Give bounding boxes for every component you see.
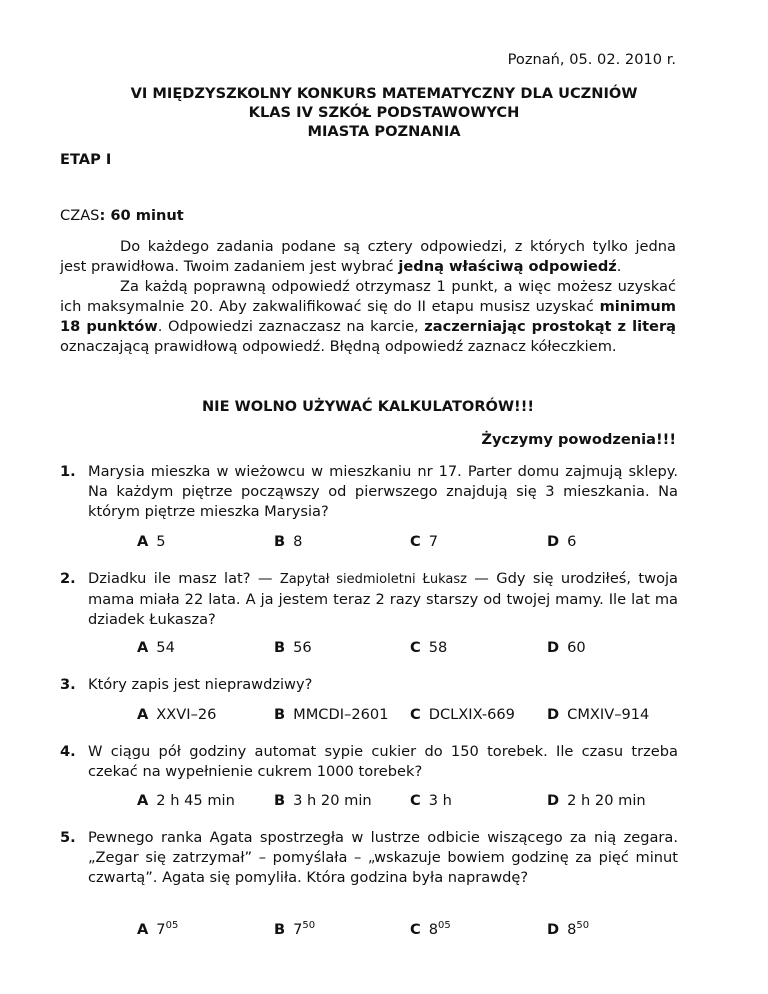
answers-2	[137, 638, 697, 658]
instruction-text: .	[616, 258, 622, 275]
answer-value: XXVI–26	[156, 706, 217, 723]
time-line	[60, 206, 184, 226]
answer-value: 6	[567, 533, 577, 550]
answer-letter: C	[410, 533, 421, 550]
answer-letter: C	[410, 792, 421, 809]
instruction-paragraph-1	[60, 237, 676, 277]
answer-letter: B	[274, 706, 286, 723]
answer-letter: B	[274, 639, 286, 656]
answer-letter: A	[137, 706, 149, 723]
instruction-emphasis: minimum 18 punktów	[60, 298, 676, 335]
answers-1	[137, 532, 697, 552]
answer-value: 7	[428, 533, 439, 550]
answer-option[interactable]	[137, 791, 235, 811]
instruction-text: Za każdą poprawną odpowiedź otrzymasz 1 punkt, a więc możesz uzyskać ich maksymalnie 20. Aby zakwalifikować się do II etapu musisz uzyskać	[60, 278, 676, 315]
answer-letter: A	[137, 792, 149, 809]
no-calculators-warning: NIE WOLNO UŻYWAĆ KALKULATORÓW!!!	[201, 398, 535, 415]
answer-letter: D	[547, 792, 560, 809]
answer-letter: D	[547, 639, 560, 656]
answer-value: 8	[293, 533, 303, 550]
question-text: Który zapis jest nieprawdziwy?	[88, 676, 313, 693]
answer-letter: A	[137, 533, 149, 550]
title-line: MIASTA POZNANIA	[307, 123, 461, 140]
answer-letter: D	[547, 533, 560, 550]
answer-option[interactable]	[547, 705, 649, 725]
answer-option[interactable]	[410, 920, 451, 940]
title-line: VI MIĘDZYSZKOLNY KONKURS MATEMATYCZNY DLA UCZNIÓW	[130, 85, 638, 102]
answer-letter: B	[274, 921, 286, 938]
answer-letter: C	[410, 706, 421, 723]
question-number: 1.	[60, 463, 76, 480]
good-luck-line: Życzymy powodzenia!!!	[481, 431, 676, 448]
answer-minutes: 05	[438, 920, 451, 931]
title-line: KLAS IV SZKÓŁ PODSTAWOWYCH	[248, 104, 520, 121]
answer-value: 2 h 20 min	[567, 792, 646, 809]
question-number: 3.	[60, 676, 76, 693]
answer-hour: 8	[428, 921, 439, 938]
answer-option[interactable]	[274, 791, 372, 811]
answer-minutes: 05	[165, 920, 179, 931]
answer-hour: 7	[156, 921, 166, 938]
question-number: 5.	[60, 829, 76, 846]
answer-option[interactable]	[137, 705, 216, 725]
question-text: Pewnego ranka Agata spostrzegła w lustrze odbicie wiszącego za nią zegara. „Zegar się zatrzymał” – pomyślała – „wskazuje bowiem godzinę za pięć minut czwartą”. Agata się pomyliła. Która godzina była naprawdę?	[88, 829, 678, 886]
answer-option[interactable]	[274, 705, 388, 725]
instructions	[60, 237, 676, 357]
answer-option[interactable]	[410, 638, 447, 658]
answer-value: 60	[567, 639, 586, 656]
answer-option[interactable]	[410, 791, 452, 811]
answer-letter: D	[547, 706, 560, 723]
answer-letter: C	[410, 921, 421, 938]
question-1	[60, 462, 678, 522]
answer-value: 3 h	[428, 792, 452, 809]
answer-option[interactable]	[137, 920, 178, 940]
answer-option[interactable]	[274, 532, 302, 552]
question-text-part: Zapytał siedmioletni Łukasz	[279, 572, 467, 587]
date-line: Poznań, 05. 02. 2010 r.	[507, 51, 676, 68]
answer-minutes: 50	[576, 920, 590, 931]
answer-value: 56	[293, 639, 312, 656]
answer-option[interactable]	[137, 532, 166, 552]
answer-hour: 8	[567, 921, 577, 938]
question-3	[60, 675, 678, 695]
answer-value: DCLXIX-669	[428, 706, 515, 723]
question-text	[88, 569, 678, 630]
question-text: W ciągu pół godziny automat sypie cukier do 150 torebek. Ile czasu trzeba czekać na wypełnienie cukrem 1000 torebek?	[88, 743, 678, 780]
question-number: 2.	[60, 570, 76, 587]
answer-value: 3 h 20 min	[293, 792, 372, 809]
instruction-text: . Odpowiedzi zaznaczasz na karcie,	[157, 318, 425, 335]
question-5	[60, 828, 678, 888]
answer-value: 58	[428, 639, 448, 656]
instruction-emphasis: zaczerniając prostokąt z literą	[424, 318, 676, 335]
answer-option[interactable]	[547, 638, 586, 658]
answer-value: 2 h 45 min	[156, 792, 235, 809]
answer-hour: 7	[293, 921, 303, 938]
answer-option[interactable]	[547, 791, 646, 811]
instruction-emphasis: jedną właściwą odpowiedź	[398, 258, 617, 275]
answers-4	[137, 791, 697, 811]
question-4	[60, 742, 678, 782]
answer-option[interactable]	[410, 532, 438, 552]
answer-value: MMCDI–2601	[293, 706, 389, 723]
answer-letter: C	[410, 639, 421, 656]
answers-3	[137, 705, 697, 725]
answer-option[interactable]	[274, 920, 315, 940]
time-value: : 60 minut	[99, 207, 184, 224]
answer-minutes: 50	[302, 920, 316, 931]
question-2	[60, 569, 678, 630]
answer-letter: D	[547, 921, 560, 938]
answer-option[interactable]	[410, 705, 515, 725]
answer-letter: A	[137, 639, 149, 656]
answer-option[interactable]	[137, 638, 175, 658]
contest-title	[60, 84, 708, 141]
question-number: 4.	[60, 743, 76, 760]
answer-letter: B	[274, 792, 286, 809]
answer-value: 54	[156, 639, 175, 656]
answer-option[interactable]	[274, 638, 312, 658]
time-label: CZAS	[60, 207, 100, 224]
stage-heading: ETAP I	[60, 151, 112, 168]
answer-letter: B	[274, 533, 286, 550]
answer-option[interactable]	[547, 920, 589, 940]
question-text-part: — Gdy się urodziłeś, twoja mama miała 22 lata. A ja jestem teraz 2 razy starszy od twojej mamy. Ile lat ma dziadek Łukasza?	[88, 570, 678, 628]
instruction-paragraph-2	[60, 277, 676, 357]
answer-value: CMXIV–914	[567, 706, 650, 723]
instruction-text: Do każdego zadania podane są cztery odpowiedzi, z których tylko jedna jest prawidłowa. Twoim zadaniem jest wybrać	[60, 238, 676, 275]
answer-letter: A	[137, 921, 149, 938]
question-text-part: Dziadku ile masz lat? —	[88, 570, 280, 587]
answers-5	[137, 920, 697, 940]
answer-option[interactable]	[547, 532, 576, 552]
question-text: Marysia mieszka w wieżowcu w mieszkaniu nr 17. Parter domu zajmują sklepy. Na każdym piętrze począwszy od pierwszego znajdują się 3 mieszkania. Na którym piętrze mieszka Marysia?	[88, 463, 678, 520]
instruction-text: oznaczającą prawidłową odpowiedź. Błędną odpowiedź zaznacz kółeczkiem.	[60, 338, 617, 355]
answer-value: 5	[156, 533, 166, 550]
